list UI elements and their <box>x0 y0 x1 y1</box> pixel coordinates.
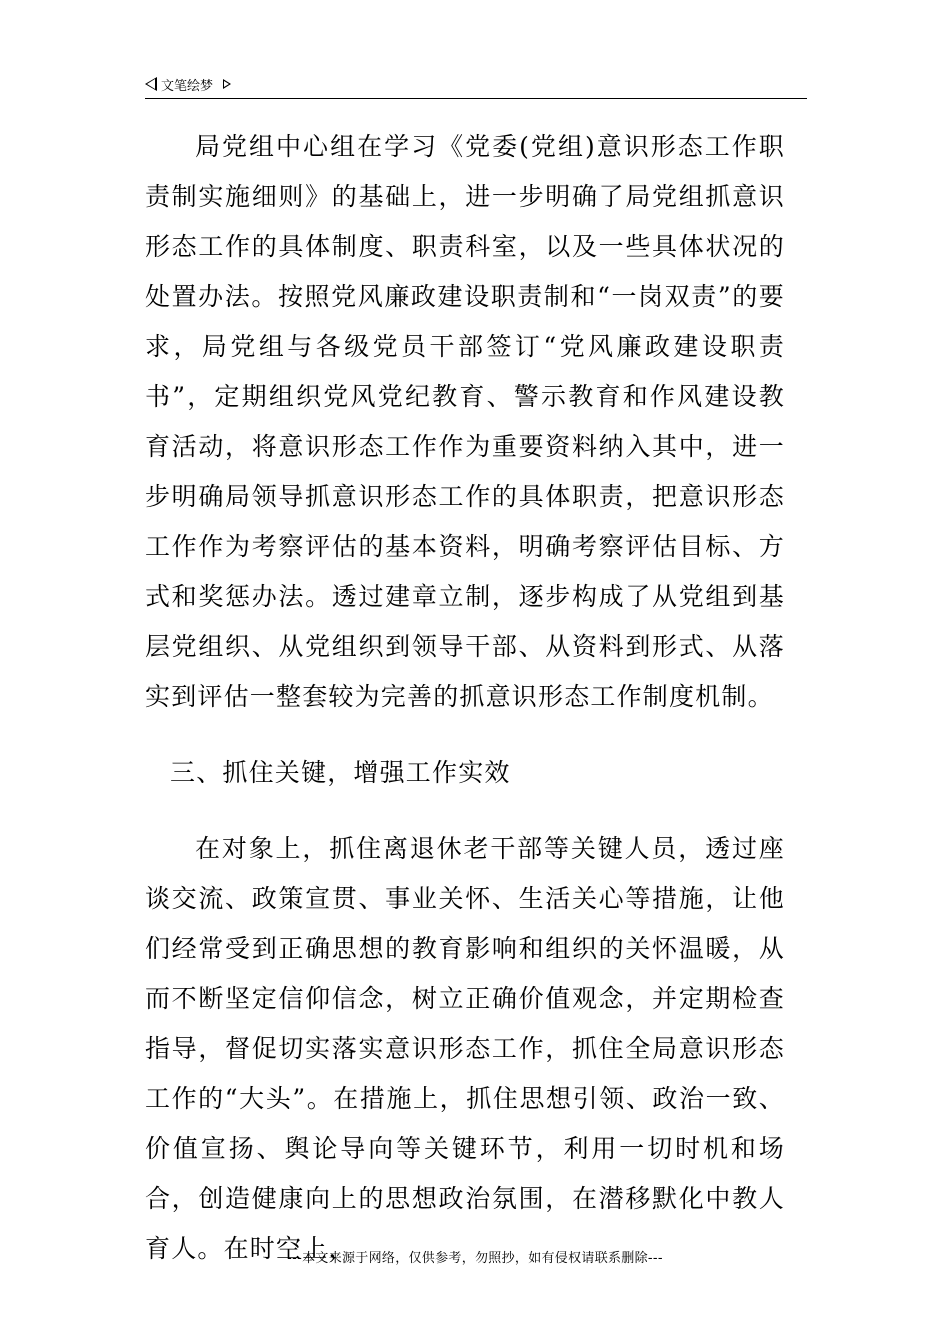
triangle-right-icon <box>223 79 231 89</box>
page-header <box>145 74 807 99</box>
document-body <box>145 122 785 1274</box>
header-title: 文笔绘梦 <box>161 78 214 94</box>
paragraph-2: 在对象上，抓住离退休老干部等关键人员，透过座谈交流、政策宣贯、事业关怀、生活关心等措施，让他们经常受到正确思想的教育影响和组织的关怀温暖，从而不断坚定信仰信念，树立正确价值观念，并定期检查指导，督促切实落实意识形态工作，抓住全局意识形态工作的“大头”。在措施上，抓住思想引领、政治一致、价值宣扬、舆论导向等关键环节，利用一切时机和场合，创造健康向上的思想政治氛围，在潜移默化中教人育人。在时空上， <box>145 834 785 1263</box>
header-bar <box>145 74 231 94</box>
section-heading-3: 三、抓住关键，增强工作实效 <box>170 758 511 787</box>
page-footer: ---本文来源于网络，仅供参考，勿照抄，如有侵权请联系删除--- <box>287 1251 663 1266</box>
triangle-left-icon <box>145 77 157 91</box>
paragraph-1: 局党组中心组在学习《党委(党组)意识形态工作职责制实施细则》的基础上，进一步明确了局党组抓意识形态工作的具体制度、职责科室，以及一些具体状况的处置办法。按照党风廉政建设职责制和“一岗双责”的要求，局党组与各级党员干部签订“党风廉政建设职责书”，定期组织党风党纪教育、警示教育和作风建设教育活动，将意识形态工作作为重要资料纳入其中，进一步明确局领导抓意识形态工作的具体职责，把意识形态工作作为考察评估的基本资料，明确考察评估目标、方式和奖惩办法。透过建章立制，逐步构成了从党组到基层党组织、从党组织到领导干部、从资料到形式、从落实到评估一整套较为完善的抓意识形态工作制度机制。 <box>145 132 785 711</box>
